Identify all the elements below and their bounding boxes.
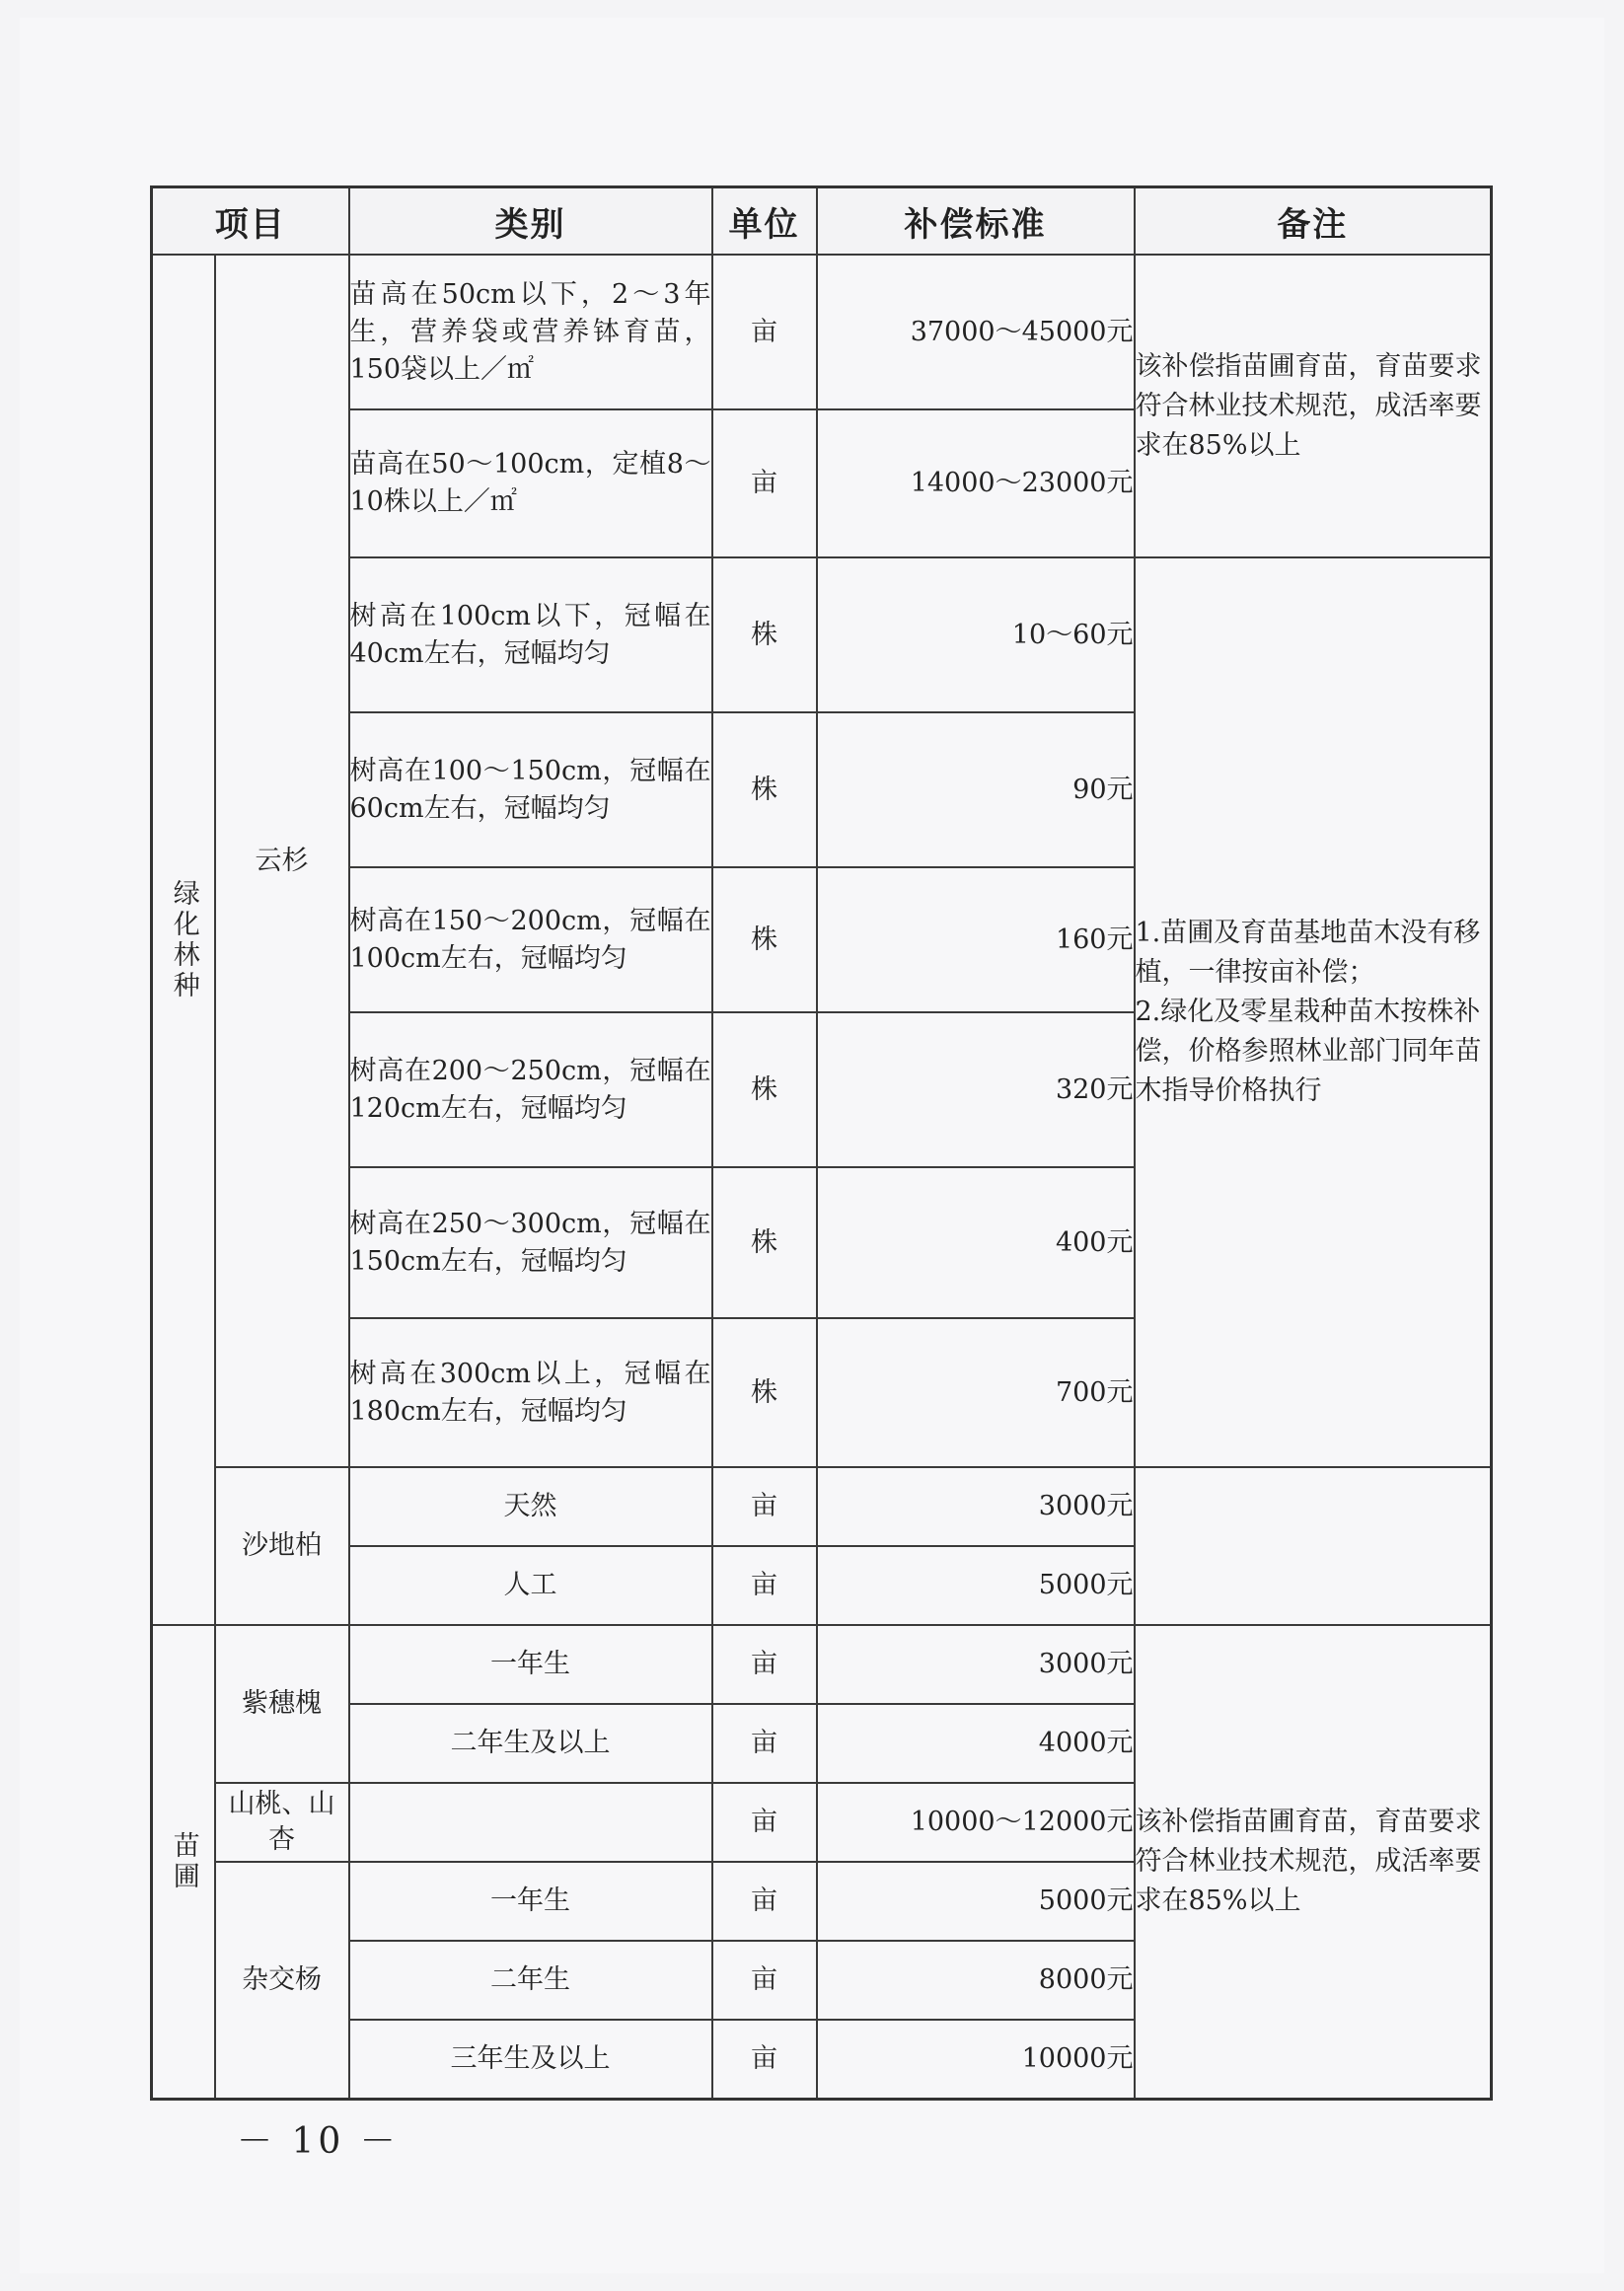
note-cell bbox=[1135, 557, 1492, 1467]
standard-cell: 320元 bbox=[817, 1012, 1135, 1167]
group-label: 苗圃 bbox=[152, 1625, 215, 2099]
category-cell: 树高在300cm以上，冠幅在180cm左右，冠幅均匀 bbox=[349, 1318, 712, 1467]
note-cell-empty bbox=[1135, 1467, 1492, 1625]
category-cell: 树高在200～250cm，冠幅在120cm左右，冠幅均匀 bbox=[349, 1012, 712, 1167]
header-unit: 单位 bbox=[712, 187, 817, 256]
standard-cell: 400元 bbox=[817, 1167, 1135, 1318]
header-standard: 补偿标准 bbox=[817, 187, 1135, 256]
unit-cell: 株 bbox=[712, 867, 817, 1012]
category-cell: 人工 bbox=[349, 1546, 712, 1625]
category-cell: 树高在150～200cm，冠幅在100cm左右，冠幅均匀 bbox=[349, 867, 712, 1012]
note-line: 1.苗圃及育苗基地苗木没有移植，一律按亩补偿； bbox=[1135, 918, 1481, 988]
header-item: 项目 bbox=[152, 187, 349, 256]
unit-cell: 亩 bbox=[712, 1783, 817, 1862]
note-cell: 该补偿指苗圃育苗，育苗要求符合林业技术规范，成活率要求在85%以上 bbox=[1135, 1625, 1492, 2099]
table-row bbox=[152, 1467, 1492, 1546]
standard-cell: 90元 bbox=[817, 712, 1135, 867]
standard-cell: 37000～45000元 bbox=[817, 255, 1135, 409]
unit-cell: 亩 bbox=[712, 255, 817, 409]
unit-cell: 亩 bbox=[712, 409, 817, 557]
species-label: 沙地柏 bbox=[215, 1467, 349, 1625]
standard-cell: 8000元 bbox=[817, 1941, 1135, 2020]
unit-cell: 亩 bbox=[712, 1467, 817, 1546]
standard-cell: 14000～23000元 bbox=[817, 409, 1135, 557]
table-row bbox=[152, 255, 1492, 409]
category-cell: 苗高在50～100cm，定植8～10株以上／㎡ bbox=[349, 409, 712, 557]
standard-cell: 3000元 bbox=[817, 1467, 1135, 1546]
standard-cell: 160元 bbox=[817, 867, 1135, 1012]
standard-cell: 5000元 bbox=[817, 1546, 1135, 1625]
note-line: 2.绿化及零星栽种苗木按株补偿，价格参照林业部门同年苗木指导价格执行 bbox=[1135, 997, 1482, 1106]
category-cell: 树高在100～150cm，冠幅在60cm左右，冠幅均匀 bbox=[349, 712, 712, 867]
category-cell: 树高在250～300cm，冠幅在150cm左右，冠幅均匀 bbox=[349, 1167, 712, 1318]
category-cell: 树高在100cm以下，冠幅在40cm左右，冠幅均匀 bbox=[349, 557, 712, 712]
standard-cell: 3000元 bbox=[817, 1625, 1135, 1704]
unit-cell: 株 bbox=[712, 1012, 817, 1167]
category-cell: 二年生及以上 bbox=[349, 1704, 712, 1783]
table-row bbox=[152, 557, 1492, 712]
unit-cell: 亩 bbox=[712, 1625, 817, 1704]
standard-cell: 700元 bbox=[817, 1318, 1135, 1467]
unit-cell: 株 bbox=[712, 557, 817, 712]
category-cell: 二年生 bbox=[349, 1941, 712, 2020]
standard-cell: 10～60元 bbox=[817, 557, 1135, 712]
unit-cell: 亩 bbox=[712, 1546, 817, 1625]
category-cell: 天然 bbox=[349, 1467, 712, 1546]
page-number: － 10 － bbox=[237, 2121, 400, 2162]
table-row bbox=[152, 1625, 1492, 1704]
note-cell: 该补偿指苗圃育苗，育苗要求符合林业技术规范，成活率要求在85%以上 bbox=[1135, 255, 1492, 557]
unit-cell: 株 bbox=[712, 1167, 817, 1318]
header-category: 类别 bbox=[349, 187, 712, 256]
species-label: 杂交杨 bbox=[215, 1862, 349, 2099]
category-cell: 一年生 bbox=[349, 1625, 712, 1704]
standard-cell: 5000元 bbox=[817, 1862, 1135, 1941]
category-cell: 三年生及以上 bbox=[349, 2020, 712, 2099]
table-header-row bbox=[152, 187, 1492, 256]
species-label: 云杉 bbox=[215, 255, 349, 1467]
species-label: 紫穗槐 bbox=[215, 1625, 349, 1783]
standard-cell: 10000～12000元 bbox=[817, 1783, 1135, 1862]
group-label: 绿化林种 bbox=[152, 255, 215, 1625]
unit-cell: 亩 bbox=[712, 1862, 817, 1941]
compensation-table bbox=[150, 185, 1493, 2101]
category-cell bbox=[349, 1783, 712, 1862]
category-cell: 苗高在50cm以下，2～3年生，营养袋或营养钵育苗，150袋以上／㎡ bbox=[349, 255, 712, 409]
species-label: 山桃、山杏 bbox=[215, 1783, 349, 1862]
unit-cell: 亩 bbox=[712, 1704, 817, 1783]
standard-cell: 4000元 bbox=[817, 1704, 1135, 1783]
standard-cell: 10000元 bbox=[817, 2020, 1135, 2099]
unit-cell: 株 bbox=[712, 1318, 817, 1467]
header-notes: 备注 bbox=[1135, 187, 1492, 256]
unit-cell: 亩 bbox=[712, 2020, 817, 2099]
unit-cell: 亩 bbox=[712, 1941, 817, 2020]
category-cell: 一年生 bbox=[349, 1862, 712, 1941]
unit-cell: 株 bbox=[712, 712, 817, 867]
